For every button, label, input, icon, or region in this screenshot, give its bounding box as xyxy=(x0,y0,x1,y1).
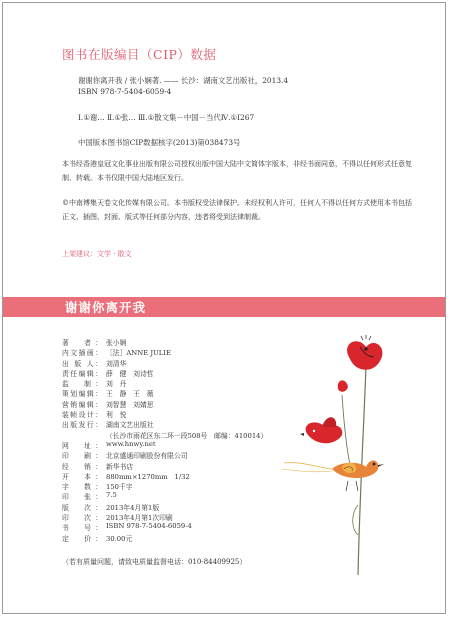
info-value[interactable]: www.hnwy.net xyxy=(106,439,156,448)
leaf-line xyxy=(353,505,358,535)
info-label: 营销编辑： xyxy=(62,400,102,409)
red-bud xyxy=(338,380,348,391)
orange-bird xyxy=(282,460,384,491)
info-label: 著 者： xyxy=(62,339,102,347)
red-bird xyxy=(300,417,342,443)
info-value: 150千字 xyxy=(106,483,133,492)
info-label: 出版发行： xyxy=(62,421,102,430)
info-value: ［法］ANNE JULIE xyxy=(106,349,171,358)
info-label: 开 本： xyxy=(62,472,102,481)
info-value: 湖南文艺出版社 xyxy=(106,421,154,430)
title-banner xyxy=(3,297,445,317)
cip-line-4: 中国版本图书馆CIP数据核字(2013)第038473号 xyxy=(78,138,241,147)
info-label: 版 次： xyxy=(62,503,102,512)
info-label: 定 价： xyxy=(62,534,102,543)
info-label: 内文插画： xyxy=(62,349,102,358)
info-value: 北京盛通印刷股份有限公司 xyxy=(106,452,188,461)
info-value: 2013年4月第1版 xyxy=(106,503,160,512)
shelf-suggestion: 上架建议：文学 · 散文 xyxy=(62,250,132,258)
quality-hotline: （若有质量问题，请致电质量监督电话：010-84409925） xyxy=(62,558,247,566)
info-label: 责任编辑： xyxy=(62,369,102,378)
flower-stem-small xyxy=(342,395,350,465)
info-value: 王 静 王 薇 xyxy=(106,390,154,399)
info-label: 字 数： xyxy=(62,483,102,492)
flower-bird-illustration xyxy=(270,335,390,583)
red-flower-top xyxy=(347,335,382,370)
info-value: 新华书店 xyxy=(106,462,134,471)
copyright-notice: ©中南博集天卷文化传媒有限公司。本书版权受法律保护。未经权利人许可，任何人不得以任何方式使用本书包括正文、插图、封面、版式等任何部分内容，违者将受到法律制裁。 xyxy=(62,199,412,221)
info-value: 2013年4月第1次印刷 xyxy=(106,514,173,523)
info-value: 880mm×1270mm 1/32 xyxy=(106,472,190,481)
info-label: 印 张： xyxy=(62,493,102,502)
info-value: 刘智慧 刘婧思 xyxy=(106,400,154,409)
info-label: 印 次： xyxy=(62,514,102,523)
license-notice: 本书经香港皇冠文化事业出版有限公司授权出版中国大陆中文简体字版本，非经书面同意，不得以任何形式任意复制、转载。本书仅限中国大陆地区发行。 xyxy=(62,160,412,182)
info-value: 30.00元 xyxy=(106,534,133,543)
info-value: ISBN 978-7-5404-6059-4 xyxy=(106,522,192,531)
info-value: 7.5 xyxy=(106,491,117,500)
info-label: 监 制： xyxy=(62,380,102,389)
cip-line-3: Ⅰ.①谢… Ⅱ.①张… Ⅲ.①散文集－中国－当代Ⅳ.①I267 xyxy=(78,113,255,122)
info-label: 书 号： xyxy=(62,524,102,533)
info-label: 印 刷： xyxy=(62,452,102,461)
info-label: 装帧设计： xyxy=(62,411,102,420)
info-value: 利 悦 xyxy=(106,411,127,420)
info-label: 经 销： xyxy=(62,462,102,471)
info-label: 策划编辑： xyxy=(62,390,102,399)
cip-line-2: ISBN 978-7-5404-6059-4 xyxy=(78,87,172,96)
info-value: 刘清华 xyxy=(106,359,127,368)
info-value: （长沙市雨花区东二环一段508号 邮编：410014） xyxy=(106,431,268,440)
info-label: 出 版 人： xyxy=(62,359,102,368)
cip-heading: 图书在版编目（CIP）数据 xyxy=(62,47,217,62)
cip-line-1: 谢谢你离开我 / 张小娴著. —— 长沙：湖南文艺出版社，2013.4 xyxy=(78,76,289,85)
info-label: 网 址： xyxy=(62,441,102,450)
book-title: 谢谢你离开我 xyxy=(65,300,147,315)
info-value: 张小娴 xyxy=(106,339,127,347)
info-value: 刘 丹 xyxy=(106,380,127,389)
info-value: 薛 健 刘诗哲 xyxy=(106,369,154,378)
